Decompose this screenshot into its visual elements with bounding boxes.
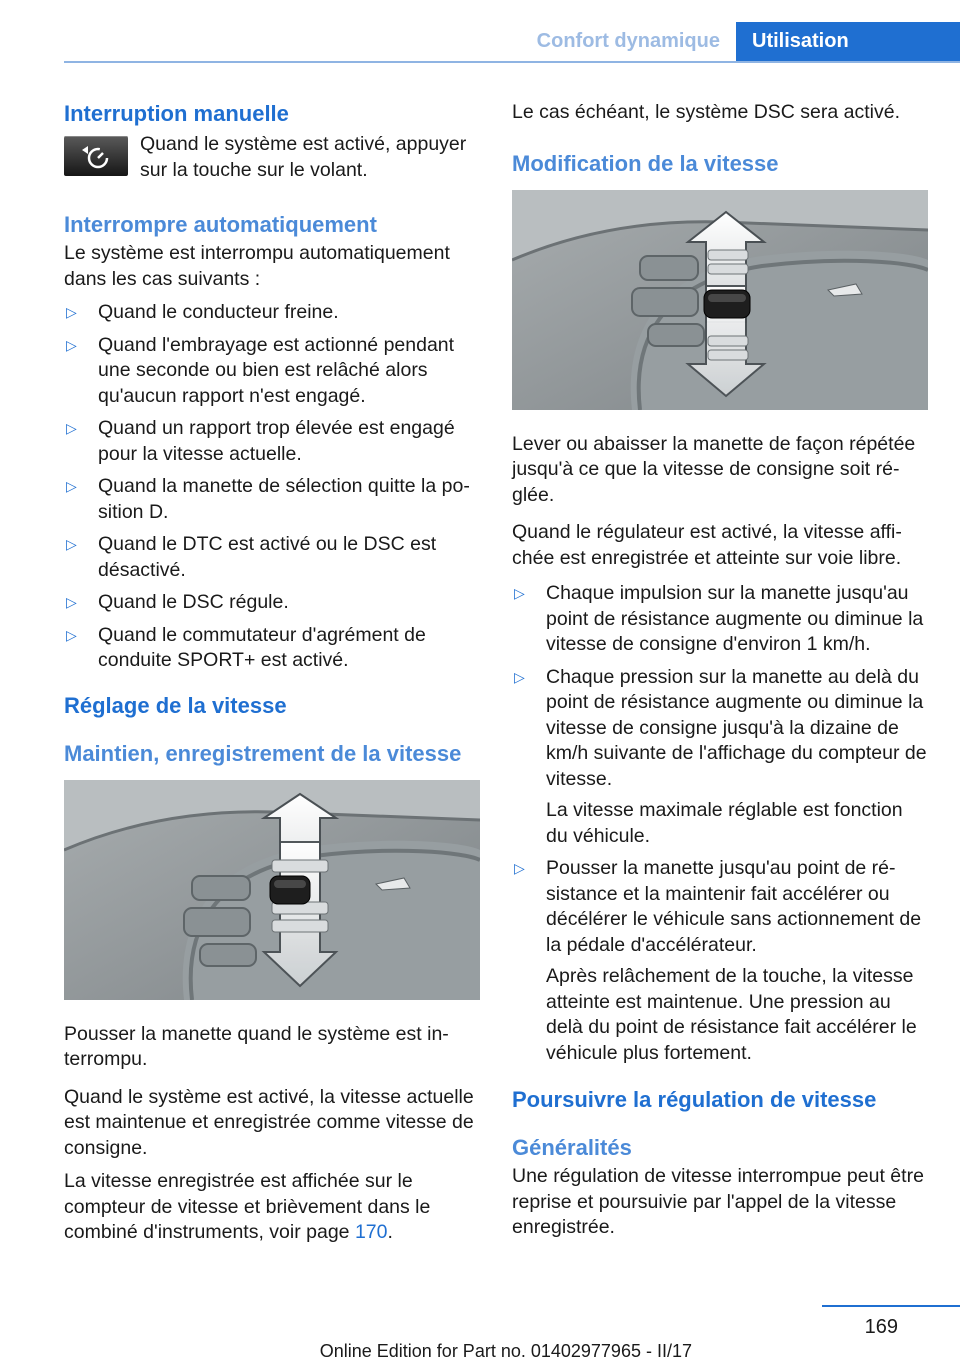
triangle-right-icon: ▷ [514, 860, 525, 876]
paragraph-generalites: Une régulation de vitesse interrompue peut être reprise et poursuivie par l'appel de la vitesse enregistrée. [512, 1165, 924, 1238]
cruise-control-resume-icon [64, 136, 128, 176]
page-number: 169 [864, 1316, 898, 1338]
list-item: ▷ Quand un rapport trop élevée est engagé pour la vitesse actuelle. [66, 417, 455, 465]
heading-reglage-vitesse: Réglage de la vitesse [64, 692, 287, 718]
list-item: ▷ Chaque impulsion sur la manette jusqu'au point de résistance augmente ou diminue la vitesse de consigne d'environ 1 km/h. [514, 582, 924, 655]
triangle-right-icon: ▷ [66, 594, 77, 610]
paragraph-regulateur: Quand le régulateur est activé, la vitesse affichée est enregistrée et atteinte sur voie libre. [512, 521, 902, 569]
steering-wheel-figure [64, 780, 480, 1000]
triangle-right-icon: ▷ [66, 336, 77, 353]
heading-maintien: Maintien, enregistrement de la vitesse [64, 740, 462, 766]
manual-interruption-block [64, 132, 480, 183]
steering-wheel-figure [512, 190, 928, 410]
triangle-right-icon: ▷ [514, 668, 525, 685]
list-item-note: Après relâchement de la touche, la vitesse atteinte est maintenue. Une pression au delà du point de résistance fait accélérer le véhicule plus fortement. [546, 965, 917, 1064]
list-item: ▷ Pousser la manette jusqu'au point de résistance et la maintenir fait accélérer ou décélérer le véhicule sans actionnement de la pédale d'accélérateur. Après relâchement de la touche, la vitesse atteinte est maintenue. Une pression au delà du point de résistance fait accélérer le véhicule plus fortement. [512, 856, 928, 1066]
footer-divider [822, 1305, 960, 1307]
heading-generalites: Généralités [512, 1135, 632, 1160]
paragraph-active: Quand le système est activé, la vitesse actuelle est maintenue et enregistrée comme vitesse de consigne. [64, 1085, 474, 1159]
triangle-right-icon: ▷ [66, 304, 77, 320]
paragraph-affichee: La vitesse enregistrée est affichée sur le compteur de vitesse et brièvement dans le combiné d'instruments, voir page 170. [64, 1170, 431, 1243]
page-reference-link[interactable]: 170 [354, 1221, 388, 1243]
paragraph-pousser: Pousser la manette quand le système est interrompu. [64, 1022, 449, 1070]
list-item: ▷ Chaque pression sur la manette au delà du point de résistance augmente ou diminue la vitesse de consigne jusqu'à la dizaine de km/h suivante de l'affichage du compteur de vitesse. La vitesse maximale réglable est fonction du véhicule. [512, 665, 928, 850]
heading-modification: Modification de la vitesse [512, 150, 779, 176]
chapter-tab: Utilisation [736, 22, 960, 63]
paragraph-interruption: Quand le système est activé, appuyer sur la touche sur le volant. [140, 133, 467, 181]
triangle-right-icon: ▷ [66, 536, 77, 552]
list-item: ▷ Quand le DSC régule. [64, 590, 480, 616]
triangle-right-icon: ▷ [66, 478, 77, 494]
heading-interrompre-automatiquement: Interrompre automatiquement [64, 212, 377, 237]
auto-interrupt-list [64, 300, 480, 674]
speed-change-list [512, 581, 928, 1066]
triangle-right-icon: ▷ [66, 420, 77, 436]
list-item: ▷ Quand l'embrayage est actionné pendant une seconde ou bien est relâché alors qu'aucun rapport n'est engagé. [66, 333, 455, 407]
header-divider [64, 61, 960, 63]
heading-interruption-manuelle: Interruption manuelle [64, 101, 289, 126]
triangle-right-icon: ▷ [66, 626, 77, 643]
list-item: ▷ Quand la manette de sélection quitte la position D. [66, 475, 470, 523]
list-item: ▷ Quand le DTC est activé ou le DSC est désactivé. [66, 533, 437, 581]
paragraph-lever: Lever ou abaisser la manette de façon répétée jusqu'à ce que la vitesse de consigne soit réglée. [512, 432, 916, 506]
heading-poursuivre: Poursuivre la régulation de vitesse [512, 1087, 877, 1112]
paragraph-auto: Le système est interrompu automatiquement dans les cas suivants : [64, 242, 450, 290]
list-item: ▷ Quand le commutateur d'agrément de conduite SPORT+ est activé. [66, 623, 426, 671]
list-item-note: La vitesse maximale réglable est fonction du véhicule. [546, 799, 903, 847]
left-column [64, 100, 480, 1246]
right-column [512, 100, 928, 1241]
paragraph-dsc: Le cas échéant, le système DSC sera activé. [512, 101, 901, 123]
triangle-right-icon: ▷ [514, 585, 525, 601]
list-item: ▷ Quand le conducteur freine. [64, 300, 480, 326]
edition-line: Online Edition for Part no. 01402977965 - II/17 [319, 1341, 692, 1361]
section-title: Confort dynamique [536, 30, 720, 52]
